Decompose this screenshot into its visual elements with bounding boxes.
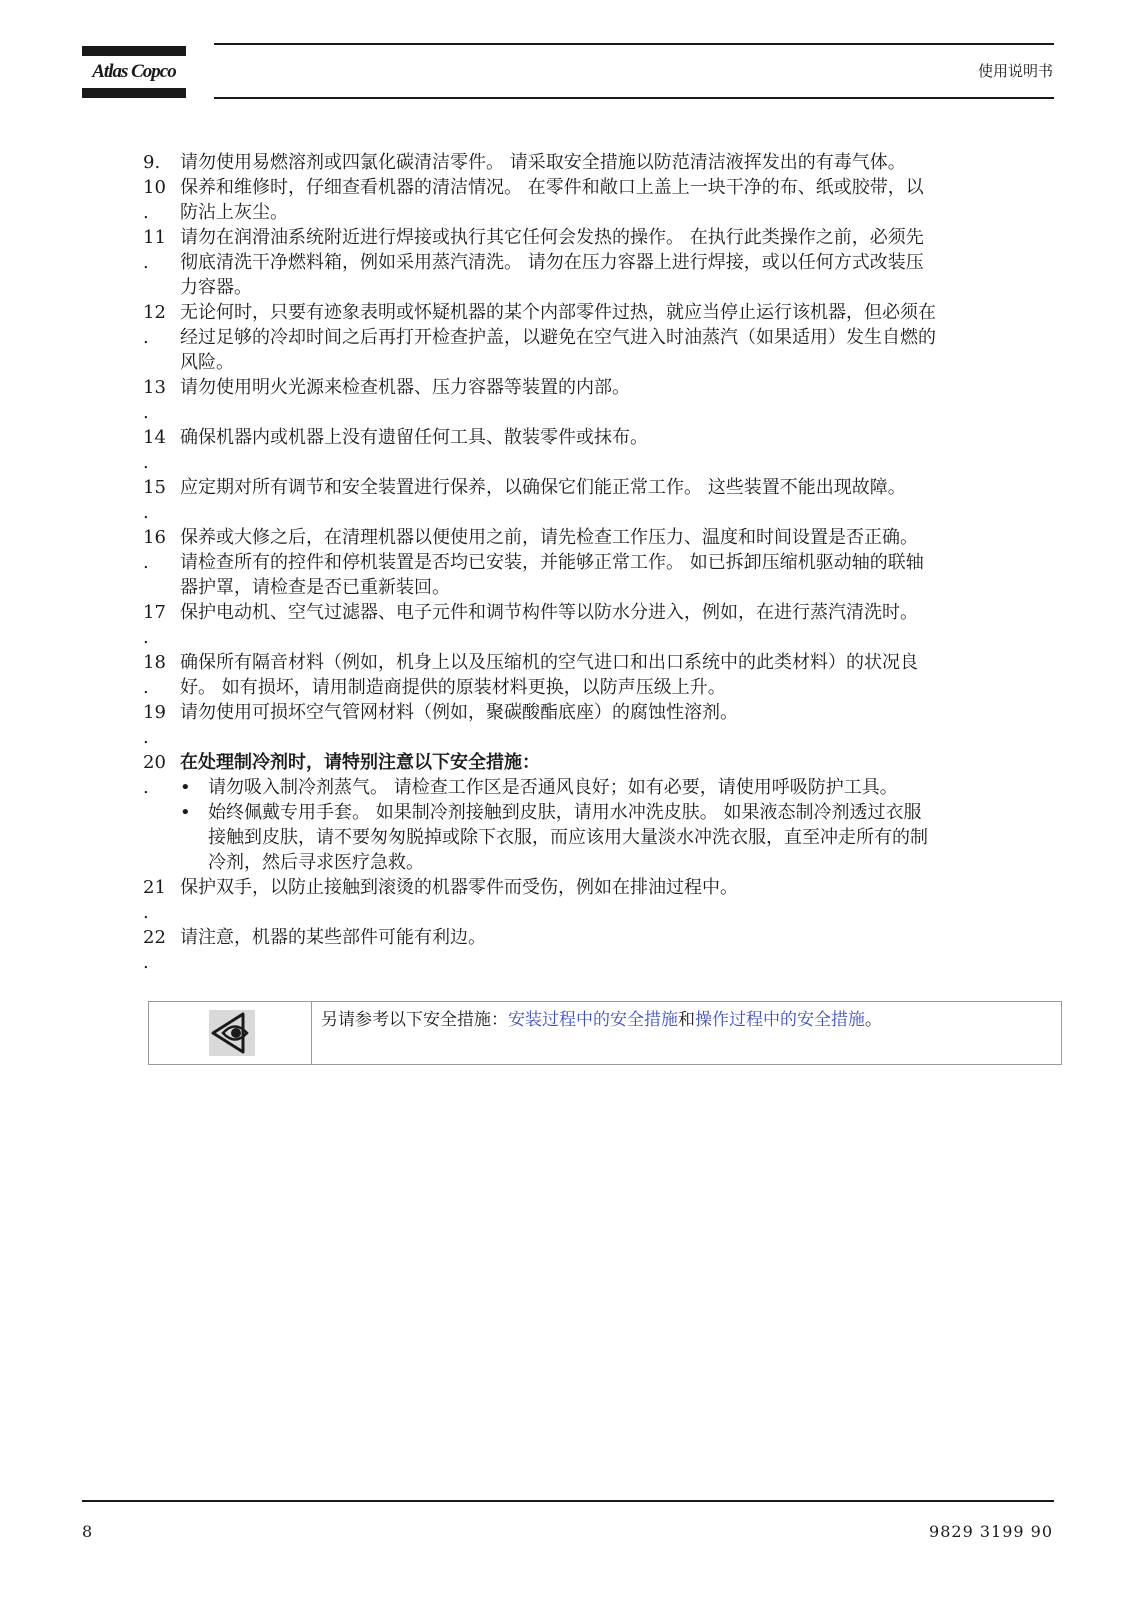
item-number-dot: . bbox=[143, 902, 149, 923]
safety-item bbox=[143, 375, 1063, 425]
item-number-digits: 13 bbox=[143, 377, 166, 398]
item-number-digits: 10 bbox=[143, 177, 166, 198]
item-text-line: 请勿使用易燃溶剂或四氯化碳清洁零件。 请采取安全措施以防范清洁液挥发出的有毒气体。 bbox=[180, 152, 906, 173]
document-type: 使用说明书 bbox=[977, 62, 1053, 80]
item-number bbox=[143, 600, 173, 650]
item-number-digits: 9. bbox=[143, 152, 161, 173]
bullet-text-line: 冷剂，然后寻求医疗急救。 bbox=[208, 852, 424, 873]
item-number bbox=[143, 750, 173, 800]
item-text-line: 确保所有隔音材料（例如，机身上以及压缩机的空气进口和出口系统中的此类材料）的状况良 bbox=[180, 652, 918, 673]
refrigerant-bullets bbox=[180, 775, 1063, 875]
safety-item bbox=[143, 750, 1063, 875]
safety-item bbox=[143, 600, 1063, 650]
item-number bbox=[143, 425, 173, 475]
bullet-mark: • bbox=[180, 777, 191, 798]
note-joiner: 和 bbox=[678, 1010, 695, 1030]
item-number bbox=[143, 875, 173, 925]
note-suffix: 。 bbox=[865, 1010, 882, 1030]
logo-bottom-bar bbox=[82, 88, 186, 98]
item-text-line: 防沾上灰尘。 bbox=[180, 202, 288, 223]
safety-item bbox=[143, 225, 1063, 300]
item-number bbox=[143, 525, 173, 575]
item-number-dot: . bbox=[143, 627, 149, 648]
item-text-line: 请勿在润滑油系统附近进行焊接或执行其它任何会发热的操作。 在执行此类操作之前，必须先 bbox=[180, 227, 924, 248]
item-text-line: 请检查所有的控件和停机装置是否均已安装，并能够正常工作。 如已拆卸压缩机驱动轴的联轴 bbox=[180, 552, 924, 573]
item-text-line: 好。 如有损坏，请用制造商提供的原装材料更换，以防声压级上升。 bbox=[180, 677, 726, 698]
item-text-line: 请勿使用明火光源来检查机器、压力容器等装置的内部。 bbox=[180, 377, 630, 398]
item-number bbox=[143, 150, 173, 175]
safety-item bbox=[143, 475, 1063, 525]
logo-top-bar bbox=[82, 46, 186, 56]
item-number-digits: 16 bbox=[143, 527, 166, 548]
item-number-dot: . bbox=[143, 777, 149, 798]
item-number bbox=[143, 300, 173, 350]
document-id: 9829 3199 90 bbox=[929, 1522, 1053, 1541]
item-text-line: 请注意，机器的某些部件可能有利边。 bbox=[180, 927, 486, 948]
header-bottom-rule bbox=[214, 97, 1054, 99]
item-number bbox=[143, 650, 173, 700]
bullet-item bbox=[180, 775, 1063, 800]
safety-item bbox=[143, 700, 1063, 750]
item-text-line: 保护双手，以防止接触到滚烫的机器零件而受伤，例如在排油过程中。 bbox=[180, 877, 738, 898]
item-number-dot: . bbox=[143, 677, 149, 698]
item-number-dot: . bbox=[143, 502, 149, 523]
item-text-line: 请勿使用可损坏空气管网材料（例如，聚碳酸酯底座）的腐蚀性溶剂。 bbox=[180, 702, 738, 723]
safety-item bbox=[143, 525, 1063, 600]
item-lead-text: 在处理制冷剂时，请特别注意以下安全措施： bbox=[180, 752, 540, 773]
page-number: 8 bbox=[82, 1522, 93, 1541]
item-number-digits: 21 bbox=[143, 877, 166, 898]
item-number bbox=[143, 475, 173, 525]
note-prefix: 另请参考以下安全措施： bbox=[321, 1010, 508, 1030]
see-also-note bbox=[148, 1001, 1062, 1065]
item-number-digits: 15 bbox=[143, 477, 166, 498]
safety-item bbox=[143, 875, 1063, 925]
item-text-line: 确保机器内或机器上没有遗留任何工具、散装零件或抹布。 bbox=[180, 427, 648, 448]
item-number bbox=[143, 375, 173, 425]
eye-triangle-icon bbox=[209, 1010, 255, 1056]
item-text-line: 应定期对所有调节和安全装置进行保养，以确保它们能正常工作。 这些装置不能出现故障。 bbox=[180, 477, 906, 498]
item-text-line: 器护罩，请检查是否已重新装回。 bbox=[180, 577, 450, 598]
safety-item bbox=[143, 150, 1063, 175]
bullet-item bbox=[180, 800, 1063, 875]
item-number-digits: 19 bbox=[143, 702, 166, 723]
item-number-dot: . bbox=[143, 252, 149, 273]
item-text-line: 保护电动机、空气过滤器、电子元件和调节构件等以防水分进入，例如，在进行蒸汽清洗时。 bbox=[180, 602, 918, 623]
item-number-digits: 12 bbox=[143, 302, 166, 323]
note-text bbox=[321, 1008, 882, 1033]
safety-item bbox=[143, 650, 1063, 700]
item-number-digits: 18 bbox=[143, 652, 166, 673]
bullet-text-line: 始终佩戴专用手套。 如果制冷剂接触到皮肤，请用水冲洗皮肤。 如果液态制冷剂透过衣服 bbox=[208, 802, 922, 823]
bullet-text-line: 接触到皮肤，请不要匆匆脱掉或除下衣服，而应该用大量淡水冲洗衣服，直至冲走所有的制 bbox=[208, 827, 928, 848]
logo-text: Atlas Copco bbox=[92, 61, 176, 82]
item-number bbox=[143, 175, 173, 225]
item-number-dot: . bbox=[143, 327, 149, 348]
item-number-dot: . bbox=[143, 552, 149, 573]
footer-rule bbox=[82, 1500, 1054, 1502]
item-text-line: 风险。 bbox=[180, 352, 234, 373]
item-number-digits: 20 bbox=[143, 752, 166, 773]
item-text-line: 保养和维修时，仔细查看机器的清洁情况。 在零件和敞口上盖上一块干净的布、纸或胶带，以 bbox=[180, 177, 924, 198]
item-text-line: 力容器。 bbox=[180, 277, 252, 298]
safety-precautions-list bbox=[143, 150, 1063, 975]
item-number-dot: . bbox=[143, 952, 149, 973]
item-number-dot: . bbox=[143, 402, 149, 423]
item-number-digits: 14 bbox=[143, 427, 166, 448]
item-number-digits: 11 bbox=[143, 227, 166, 248]
item-number-dot: . bbox=[143, 727, 149, 748]
header-top-rule bbox=[214, 43, 1054, 45]
item-number bbox=[143, 925, 173, 975]
note-icon-cell bbox=[149, 1002, 312, 1064]
item-number-digits: 22 bbox=[143, 927, 166, 948]
safety-item bbox=[143, 175, 1063, 225]
item-text-line: 无论何时，只要有迹象表明或怀疑机器的某个内部零件过热，就应当停止运行该机器，但必须在 bbox=[180, 302, 936, 323]
item-number-digits: 17 bbox=[143, 602, 166, 623]
link-operation-safety[interactable]: 操作过程中的安全措施 bbox=[695, 1010, 865, 1030]
bullet-mark: • bbox=[180, 802, 191, 823]
atlas-copco-logo bbox=[82, 46, 186, 98]
safety-item bbox=[143, 300, 1063, 375]
item-number bbox=[143, 225, 173, 275]
item-text-line: 保养或大修之后，在清理机器以便使用之前，请先检查工作压力、温度和时间设置是否正确。 bbox=[180, 527, 918, 548]
item-number bbox=[143, 700, 173, 750]
safety-item bbox=[143, 425, 1063, 475]
bullet-text-line: 请勿吸入制冷剂蒸气。 请检查工作区是否通风良好；如有必要，请使用呼吸防护工具。 bbox=[208, 777, 898, 798]
item-text-line: 彻底清洗干净燃料箱，例如采用蒸汽清洗。 请勿在压力容器上进行焊接，或以任何方式改装压 bbox=[180, 252, 924, 273]
link-installation-safety[interactable]: 安装过程中的安全措施 bbox=[508, 1010, 678, 1030]
item-number-dot: . bbox=[143, 452, 149, 473]
item-number-dot: . bbox=[143, 202, 149, 223]
safety-item bbox=[143, 925, 1063, 975]
item-text-line: 经过足够的冷却时间之后再打开检查护盖，以避免在空气进入时油蒸汽（如果适用）发生自燃的 bbox=[180, 327, 936, 348]
